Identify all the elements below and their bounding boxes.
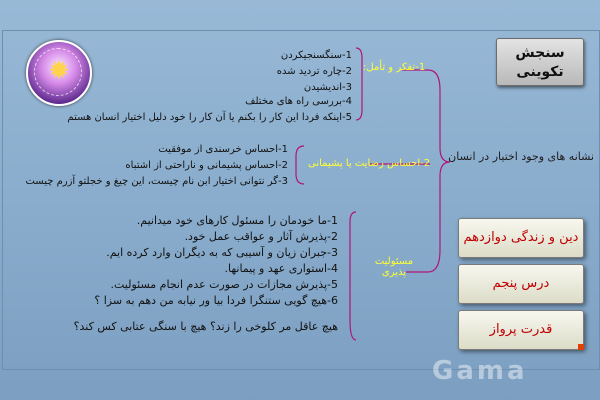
phoenix-icon: ✹ [48,56,70,86]
branch-1-item: 2-چاره تردید شده [276,66,352,77]
branch-3-item: 6-هیچ گویی ستنگرا فردا بیا ور نیابه من دهم به سزا ؟ [94,294,338,307]
main-topic-label: نشانه های وجود اختیار در انسان [448,150,594,163]
tag-accent [578,344,584,350]
branch-3-label: مسئولیت پذیری [374,256,414,278]
title-line2: تکوینی [516,64,564,80]
lesson-tag-label: درس پنجم [492,276,550,291]
branch-3-item: 2-پذیرش آثار و عواقب عمل خود. [184,230,338,243]
branch-1-item: 5-اینکه فردا این کار را بکنم یا آن کار را خود دلیل اختیار انسان هستم [67,112,352,123]
branch-1-item: 3-اندیشیدن [303,82,352,93]
branch-2-label: 2-احساس رضایت یا پشیمانی [308,158,431,169]
branch-3-item: 1-ما خودمان را مسئول کارهای خود میدانیم. [136,214,338,227]
course-tag-label: دین و زندگی دوازدهم [463,230,579,245]
branch-2-item: 3-گر نتوانی اختیار ابن نام چیست، این چیغ و خجلتو آزرم چیست [25,176,288,187]
title-line1: سنجش [515,45,565,61]
branch-3-item: 3-جبران زیان و آسیبی که به دیگران وارد کرده ایم. [106,246,338,259]
branch-2-item: 2-احساس پشیمانی و ناراحتی از اشتباه [125,160,288,171]
branch-3-item: 4-استواری عهد و پیمانها. [224,262,338,275]
branch-2-item: 1-احساس خرسندی از موفقیت [158,144,288,155]
topic-tag-label: قدرت پرواز [489,322,553,337]
branch-3-item: 5-پذیرش مجازات در صورت عدم انجام مسئولیت. [110,278,338,291]
watermark-logo: Gama [432,356,528,386]
branch-1-item: 1-سنگسنجیکردن [280,50,352,61]
branch-3-item: هیچ عاقل مر کلوخی را زند؟ هیچ با سنگی عتابی کس کند؟ [73,320,338,333]
branch-1-label: 1-تفکر و تأمل: [363,62,426,73]
course-tag-button[interactable] [458,218,584,258]
topic-tag-button[interactable] [458,310,584,350]
branch-1-item: 4-بررسی راه های مختلف [245,96,352,107]
lesson-tag-button[interactable] [458,264,584,304]
